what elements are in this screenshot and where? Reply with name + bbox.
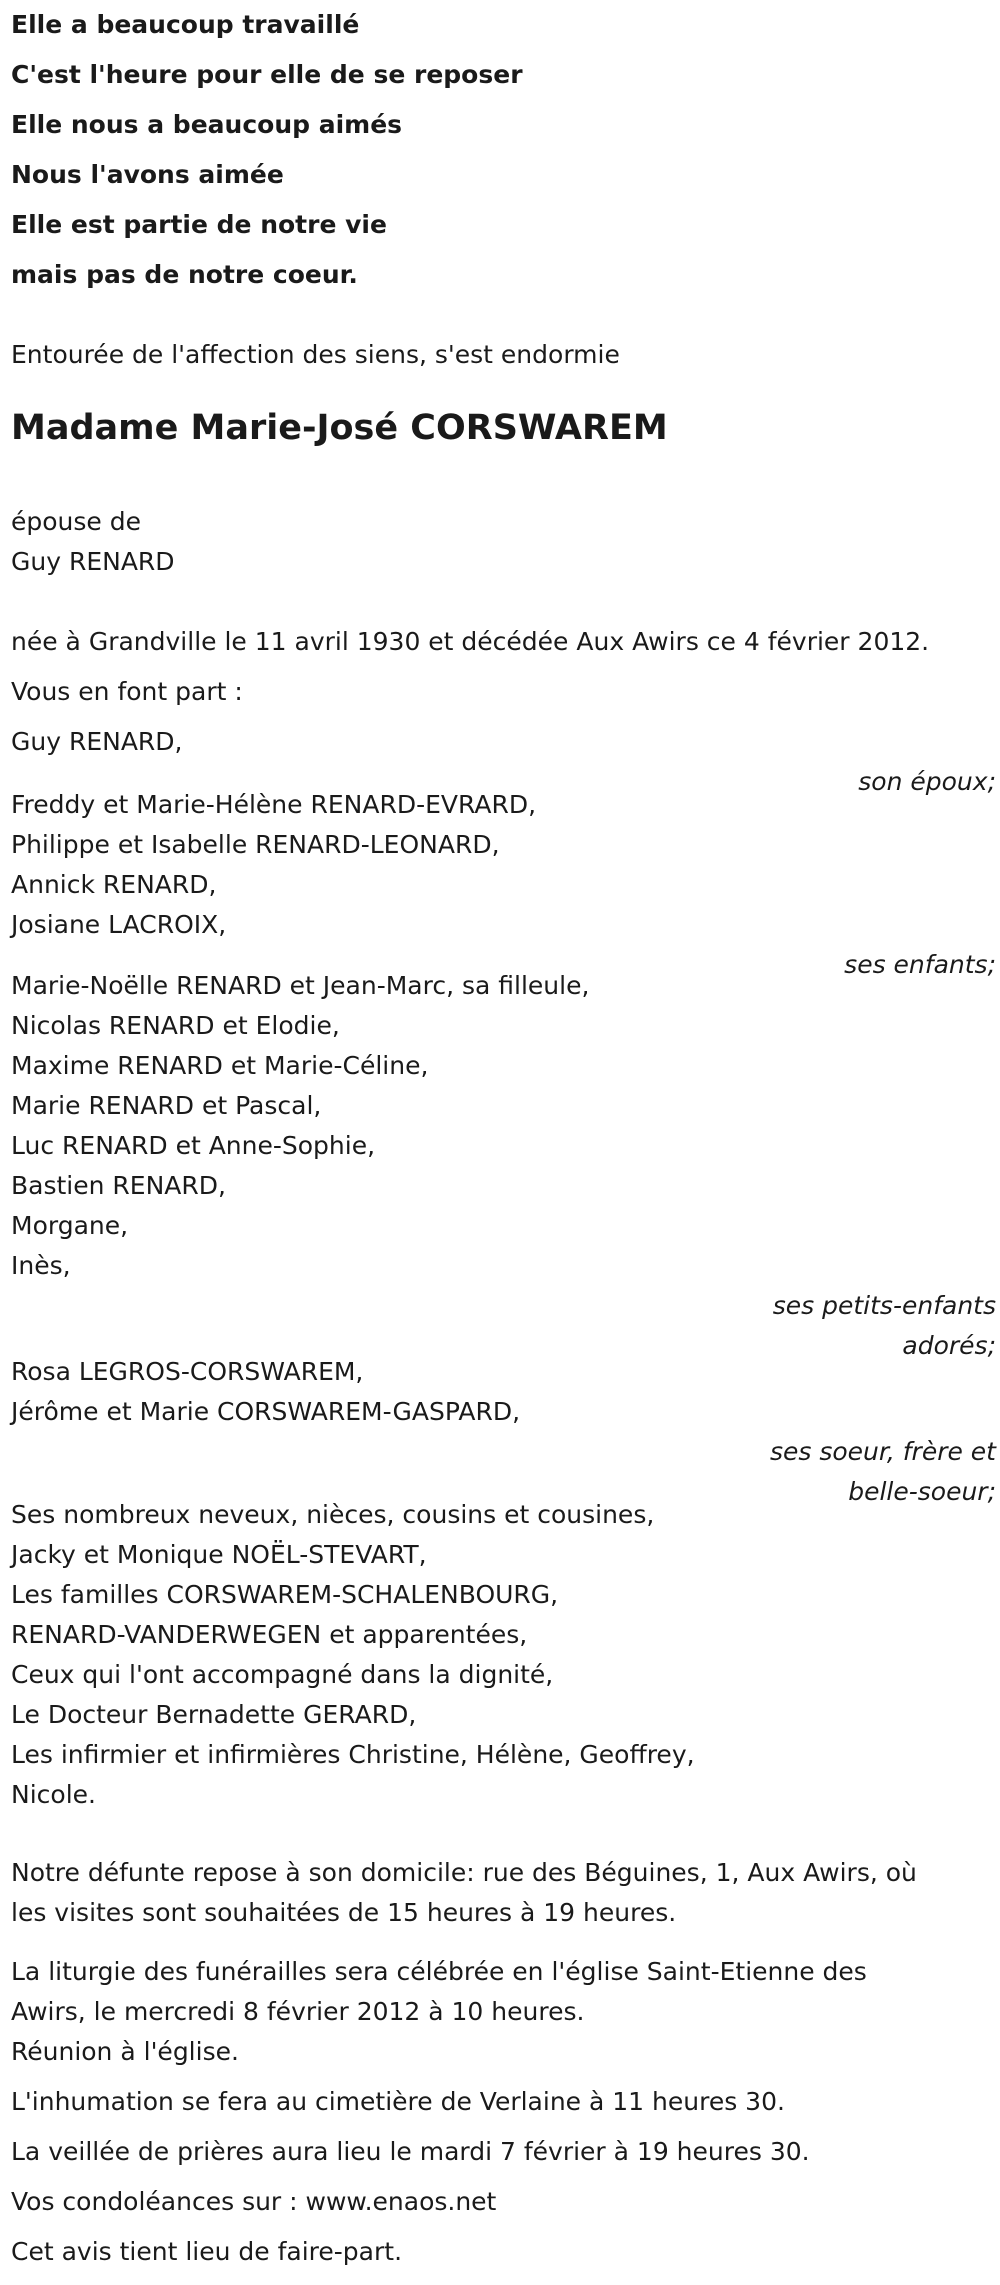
- poem-line: Elle est partie de notre vie: [11, 210, 387, 239]
- list-item: Luc RENARD et Anne-Sophie,: [11, 1131, 376, 1160]
- repose-line: les visites sont souhaitées de 15 heures à 19 heures.: [11, 1898, 677, 1927]
- relation-label: ses petits-enfants: [772, 1291, 996, 1320]
- list-item: Morgane,: [11, 1211, 129, 1240]
- group-grandchildren: [11, 966, 996, 1366]
- relation-label: adorés;: [902, 1331, 996, 1360]
- poem: [11, 8, 523, 308]
- list-item: Les familles CORSWAREM-SCHALENBOURG,: [11, 1580, 559, 1609]
- poem-line: mais pas de notre coeur.: [11, 260, 358, 289]
- condolences-text: Vos condoléances sur : www.enaos.net: [11, 2187, 497, 2216]
- list-item: Guy RENARD,: [11, 727, 183, 756]
- list-item: Ses nombreux neveux, nièces, cousins et cousines,: [11, 1500, 655, 1529]
- deceased-name: Madame Marie-José CORSWAREM: [11, 408, 668, 448]
- birth-death-text: née à Grandville le 11 avril 1930 et décédée Aux Awirs ce 4 février 2012.: [11, 627, 930, 656]
- relation-label: ses enfants;: [844, 950, 996, 979]
- group-children: [11, 785, 996, 985]
- liturgy-text: [11, 1952, 996, 2032]
- vigil-text: La veillée de prières aura lieu le mardi 7 février à 19 heures 30.: [11, 2137, 810, 2166]
- notice-text: Cet avis tient lieu de faire-part.: [11, 2237, 403, 2266]
- list-item: Le Docteur Bernadette GERARD,: [11, 1700, 417, 1729]
- others-list: [11, 1495, 996, 1815]
- list-item: Ceux qui l'ont accompagné dans la dignité,: [11, 1660, 554, 1689]
- liturgy-line: Awirs, le mercredi 8 février 2012 à 10 heures.: [11, 1997, 585, 2026]
- list-item: Philippe et Isabelle RENARD-LEONARD,: [11, 830, 500, 859]
- poem-line: Nous l'avons aimée: [11, 160, 284, 189]
- list-item: Annick RENARD,: [11, 870, 217, 899]
- relation-label: ses soeur, frère et: [769, 1437, 996, 1466]
- relation-label: belle-soeur;: [848, 1477, 996, 1506]
- list-item: Inès,: [11, 1251, 71, 1280]
- group-siblings: [11, 1352, 996, 1512]
- list-item: Freddy et Marie-Hélène RENARD-EVRARD,: [11, 790, 537, 819]
- list-item: Maxime RENARD et Marie-Céline,: [11, 1051, 429, 1080]
- list-item: Rosa LEGROS-CORSWAREM,: [11, 1357, 364, 1386]
- list-item: Bastien RENARD,: [11, 1171, 226, 1200]
- list-item: RENARD-VANDERWEGEN et apparentées,: [11, 1620, 528, 1649]
- list-item: Jacky et Monique NOËL-STEVART,: [11, 1540, 427, 1569]
- repose-text: [11, 1853, 996, 1933]
- poem-line: C'est l'heure pour elle de se reposer: [11, 60, 523, 89]
- spouse-label: épouse de: [11, 507, 141, 536]
- list-item: Nicole.: [11, 1780, 96, 1809]
- liturgy-line: La liturgie des funérailles sera célébrée en l'église Saint-Etienne des: [11, 1957, 867, 1986]
- poem-line: Elle nous a beaucoup aimés: [11, 110, 403, 139]
- list-item: Jérôme et Marie CORSWAREM-GASPARD,: [11, 1397, 521, 1426]
- spouse-name: Guy RENARD: [11, 547, 175, 576]
- list-item: Josiane LACROIX,: [11, 910, 227, 939]
- repose-line: Notre défunte repose à son domicile: rue des Béguines, 1, Aux Awirs, où: [11, 1858, 917, 1887]
- list-item: Marie-Noëlle RENARD et Jean-Marc, sa filleule,: [11, 971, 590, 1000]
- reunion-text: Réunion à l'église.: [11, 2037, 239, 2066]
- list-item: Les infirmier et infirmières Christine, Hélène, Geoffrey,: [11, 1740, 695, 1769]
- relation-label: son époux;: [858, 767, 996, 796]
- intro-text: Entourée de l'affection des siens, s'est endormie: [11, 340, 620, 369]
- poem-line: Elle a beaucoup travaillé: [11, 10, 360, 39]
- list-item: Marie RENARD et Pascal,: [11, 1091, 322, 1120]
- announce-text: Vous en font part :: [11, 677, 243, 706]
- burial-text: L'inhumation se fera au cimetière de Verlaine à 11 heures 30.: [11, 2087, 785, 2116]
- list-item: Nicolas RENARD et Elodie,: [11, 1011, 340, 1040]
